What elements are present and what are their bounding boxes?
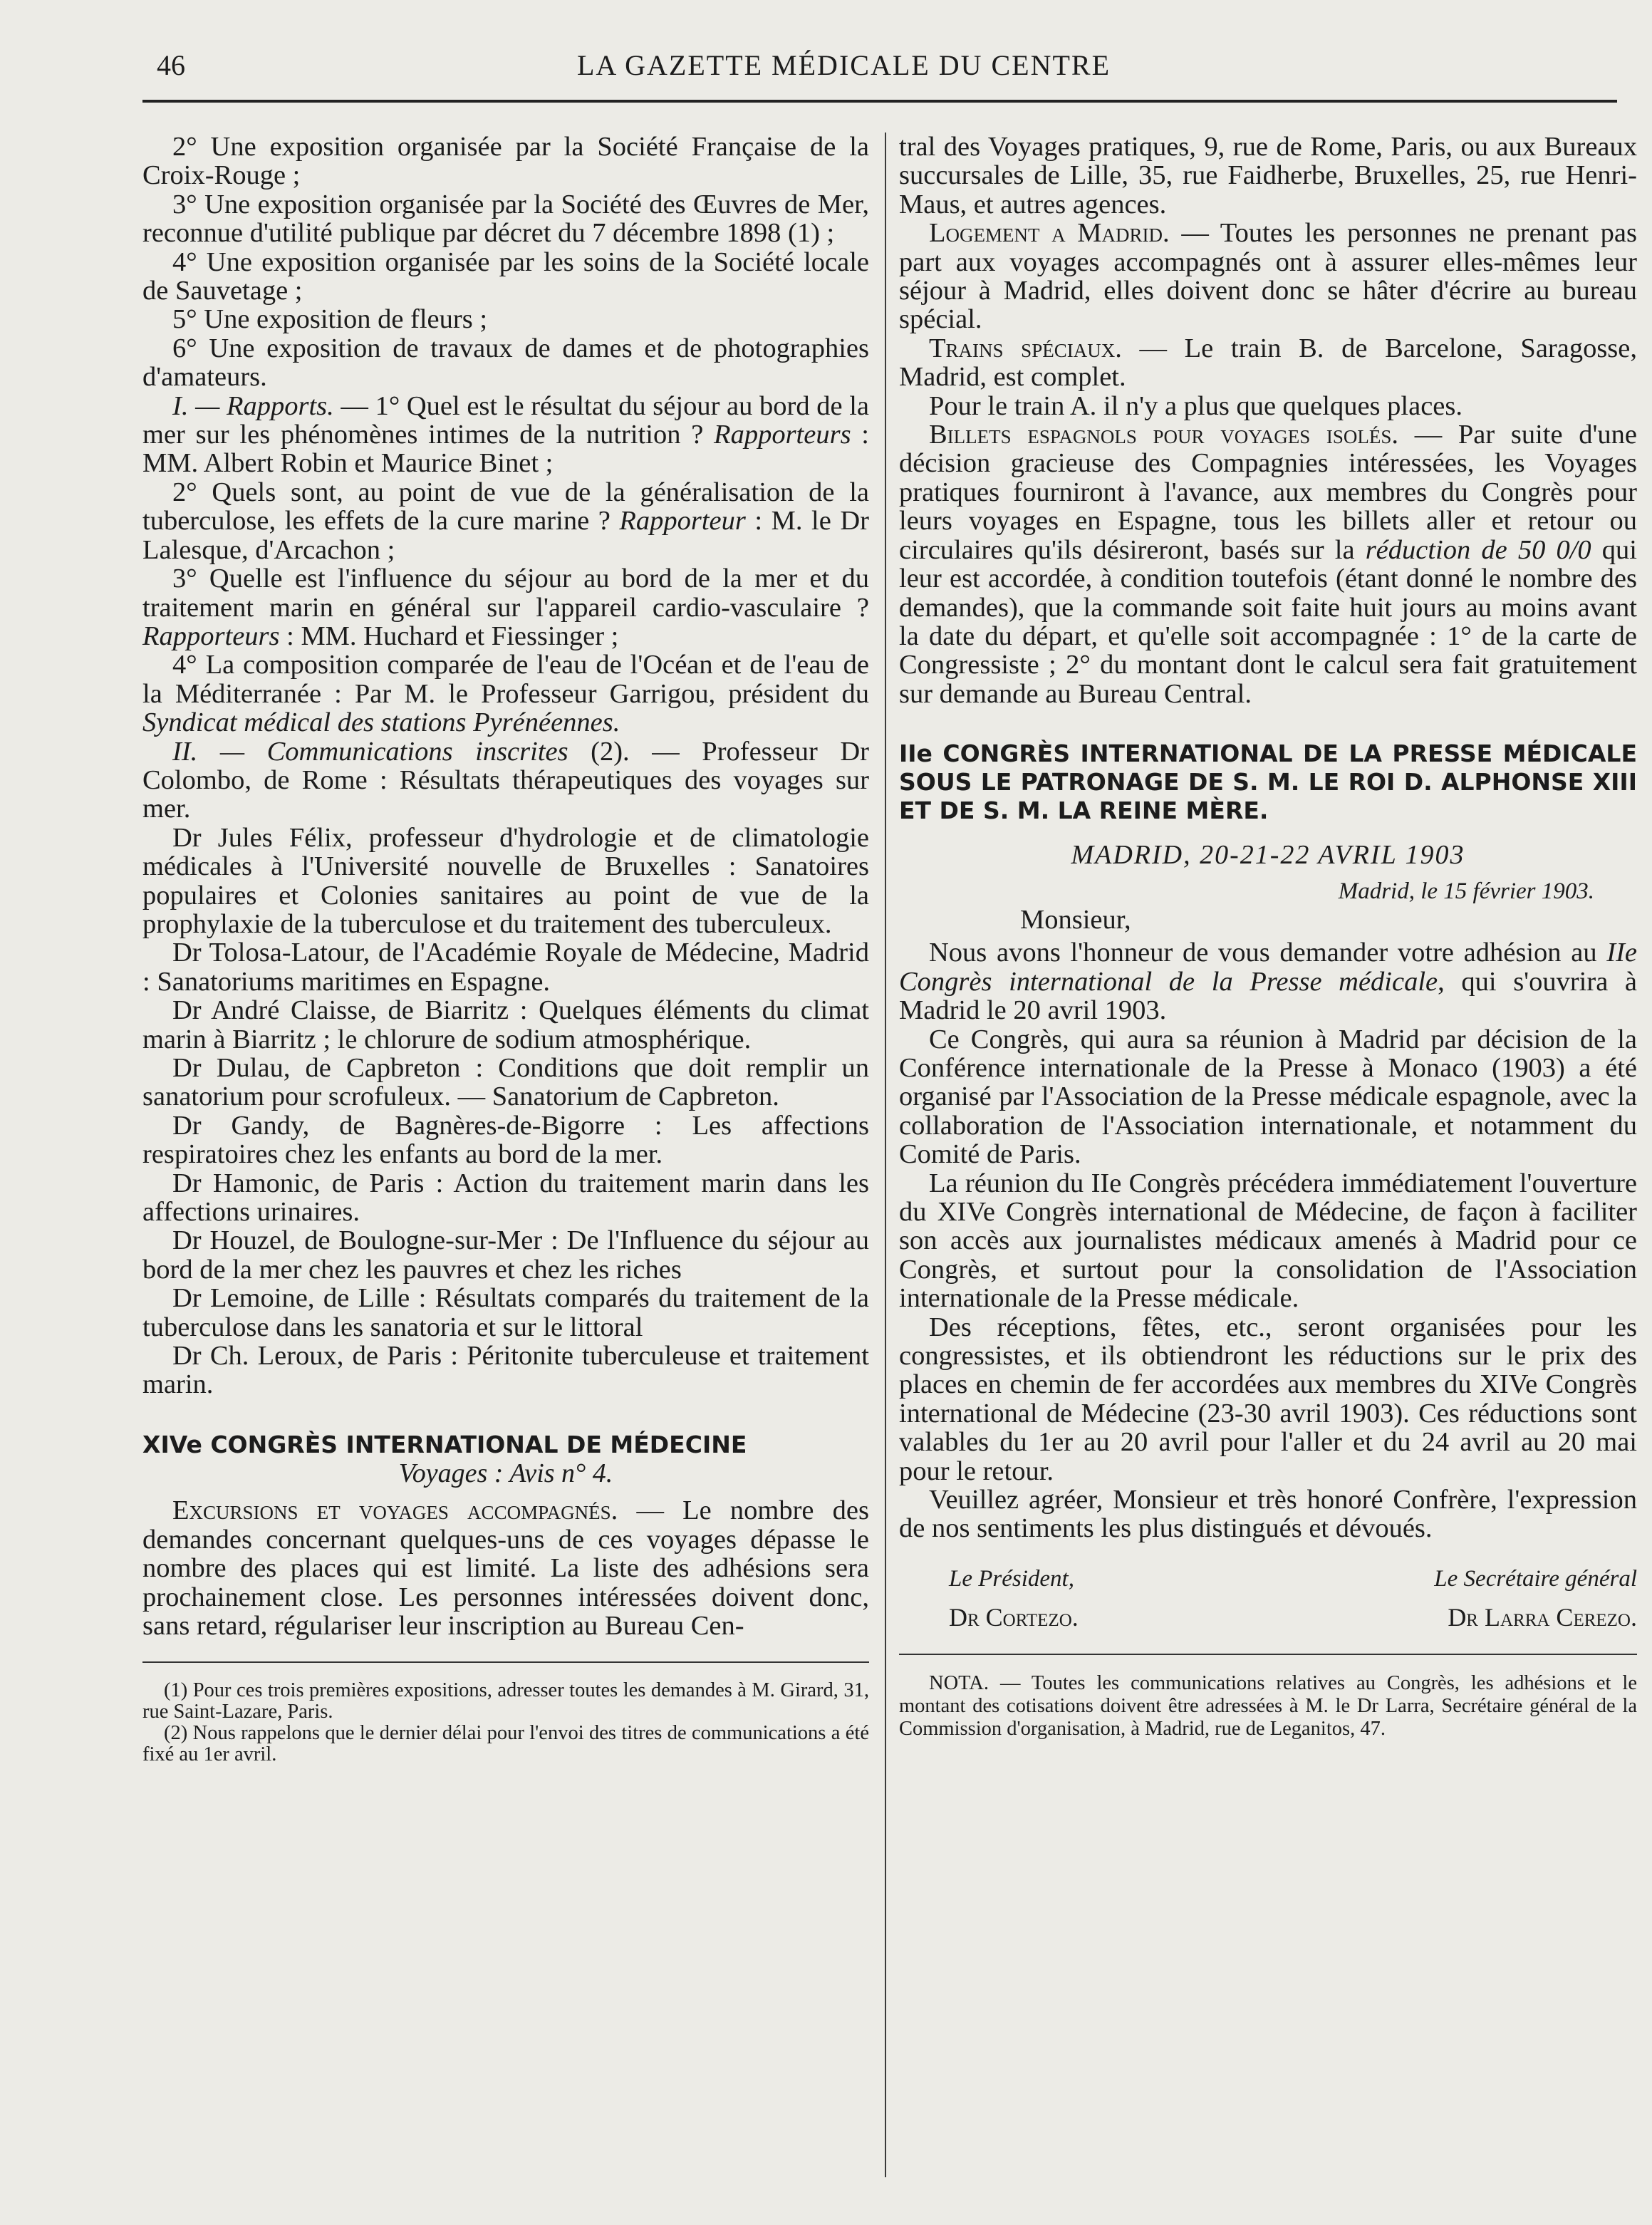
right-column xyxy=(899,133,1637,1741)
paragraph: Dr Houzel, de Boulogne-sur-Mer : De l'Influence du séjour au bord de la mer chez les pauvres et chez les riches xyxy=(142,1225,869,1285)
left-column xyxy=(142,133,869,1765)
page-header xyxy=(157,48,1617,94)
paragraph-text: — Le nombre des demandes concernant quelques-uns de ces voyages dépasse le nombre des places qui est limité. La liste des adhésions sera prochainement close. Les personnes intéressées doivent donc, sans retard, régulariser leur inscription au Bureau Cen- xyxy=(142,1495,869,1641)
paragraph: 6° Une exposition de travaux de dames et de photographies d'amateurs. xyxy=(142,333,869,393)
rapporteurs-label: Rapporteurs xyxy=(714,420,851,450)
paragraph-text: qui leur est accordée, à condition toutefois (étant donné le nombre des demandes), que la commande soit faite huit jours au moins avant la date du départ, et qu'elle soit accompagnée : 1° de la carte de Congressiste ; 2° du montant dont le calcul sera fait gratuitement sur demande au Bureau Central. xyxy=(899,534,1637,709)
paragraph-text: : M. le Dr Lalesque, d'Arcachon ; xyxy=(142,506,869,565)
paragraph xyxy=(142,564,869,650)
letter-date: Madrid, le 15 février 1903. xyxy=(1338,878,1594,904)
paragraph-text: — Par suite d'une décision gracieuse des Compagnies intéressées, les Voyages pratiques fourniront à l'avance, aux membres du Congrès pour leurs voyages en Espagne, tous les billets aller et retour ou circulaires qu'ils désireront, basés sur la xyxy=(899,420,1637,565)
paragraph xyxy=(899,420,1637,708)
footnote: (2) Nous rappelons que le dernier délai pour l'envoi des titres de communications a été fixé au 1er avril. xyxy=(142,1722,869,1766)
paragraph: La réunion du IIe Congrès précédera immédiatement l'ouverture du XIVe Congrès international de Médecine, de façon à faciliter son accès aux journalistes médicaux amenés à Madrid pour ce Congrès, et surtout pour la consolidation de l'Association internationale de la Presse médicale. xyxy=(899,1168,1637,1314)
paragraph: Ce Congrès, qui aura sa réunion à Madrid par décision de la Conférence internationale de la Presse à Monaco (1903) a été organisé par l'Association de la Presse médicale espagnole, avec la collaboration de l'Association internationale, et notamment du Comité de Paris. xyxy=(899,1024,1637,1170)
header-rule xyxy=(142,100,1617,103)
paragraph: Dr Ch. Leroux, de Paris : Péritonite tuberculeuse et traitement marin. xyxy=(142,1341,869,1400)
paragraph xyxy=(142,392,869,478)
paragraph: tral des Voyages pratiques, 9, rue de Rome, Paris, ou aux Bureaux succursales de Lille, 35, rue Faidherbe, Bruxelles, 25, rue Henri-Maus, et autres agences. xyxy=(899,132,1637,219)
paragraph xyxy=(142,737,869,824)
paragraph-text: Nous avons l'honneur de vous demander votre adhésion au xyxy=(929,938,1607,968)
excursions-label: Excursions et voyages accompagnés. xyxy=(172,1495,618,1526)
paragraph: Dr Dulau, de Capbreton : Conditions que doit remplir un sanatorium pour scrofuleux. — Sanatorium de Capbreton. xyxy=(142,1053,869,1112)
congress-name: IIe Congrès international de la Presse médicale xyxy=(899,938,1637,997)
section-title: XIVe CONGRÈS INTERNATIONAL DE MÉDECINE xyxy=(142,1430,747,1458)
footnote-rule xyxy=(142,1661,869,1663)
paragraph: Dr Tolosa-Latour, de l'Académie Royale de Médecine, Madrid : Sanatoriums maritimes en Espagne. xyxy=(142,938,869,997)
secretary-title: Le Secrétaire général xyxy=(1434,1565,1637,1592)
signature-titles xyxy=(899,1565,1637,1593)
paragraph xyxy=(142,1496,869,1640)
page-number: 46 xyxy=(157,49,185,81)
paragraph-text: — Toutes les personnes ne prenant pas part aux voyages accompagnés ont à assurer elles-mêmes leur séjour à Madrid, elles doivent donc se hâter d'écrire au bureau spécial. xyxy=(899,218,1637,335)
secretary-name: Dr Larra Cerezo. xyxy=(1448,1603,1637,1632)
paragraph-text: 3° Quelle est l'influence du séjour au bord de la mer et du traitement marin en général sur l'appareil cardio-vasculaire ? xyxy=(142,564,869,623)
paragraph: 2° Une exposition organisée par la Société Française de la Croix-Rouge ; xyxy=(142,132,869,191)
running-title: LA GAZETTE MÉDICALE DU CENTRE xyxy=(577,49,1111,81)
paragraph: Pour le train A. il n'y a plus que quelques places. xyxy=(929,390,1463,421)
paragraph-text: — Le train B. de Barcelone, Saragosse, Madrid, est complet. xyxy=(899,333,1637,393)
paragraph xyxy=(899,938,1637,1025)
rapporteurs-label: Rapporteurs xyxy=(142,621,280,651)
paragraph: Dr Jules Félix, professeur d'hydrologie et de climatologie médicales à l'Université nouvelle de Bruxelles : Sanatoires populaires et Colonies sanitaires au point de vue de la prophylaxie de la tuberculose et du traitement des tuberculeux. xyxy=(142,822,869,939)
rapports-label: I. — Rapports. xyxy=(172,390,334,421)
footnotes xyxy=(142,1680,869,1765)
paragraph-text: , qui s'ouvrira à Madrid le 20 avril 1903. xyxy=(899,966,1637,1026)
paragraph: 4° Une exposition organisée par les soins de la Société locale de Sauvetage ; xyxy=(142,247,869,306)
paragraph: Veuillez agréer, Monsieur et très honoré Confrère, l'expression de nos sentiments les plus distingués et dévoués. xyxy=(899,1485,1637,1544)
paragraph: Dr Hamonic, de Paris : Action du traitement marin dans les affections urinaires. xyxy=(142,1168,869,1228)
paragraph: Dr André Claisse, de Biarritz : Quelques éléments du climat marin à Biarritz ; le chlorure de sodium atmosphérique. xyxy=(142,995,869,1054)
paragraph xyxy=(899,219,1637,334)
nota-rule xyxy=(899,1654,1637,1655)
paragraph-text: (2). — Professeur Dr Colombo, de Rome : Résultats thérapeutiques des voyages sur mer. xyxy=(142,736,869,824)
paragraph: Des réceptions, fêtes, etc., seront organisées pour les congressistes, et ils obtiendront les réductions sur le prix des places en chemin de fer accordées aux membres du XIVe Congrès international de Médecine (23-30 avril 1903). Ces réductions sont valables du 1er au 20 avril pour l'aller et du 24 avril au 20 mai pour le retour. xyxy=(899,1312,1637,1486)
billets-label: Billets espagnols pour voyages isolés. xyxy=(929,420,1399,450)
section-subtitle: Voyages : Avis n° 4. xyxy=(398,1458,613,1488)
paragraph-text: : MM. Albert Robin et Maurice Binet ; xyxy=(142,420,869,479)
footnote: (1) Pour ces trois premières expositions, adresser toutes les demandes à M. Girard, 31, rue Saint-Lazare, Paris. xyxy=(142,1679,869,1723)
paragraph: Dr Lemoine, de Lille : Résultats comparés du traitement de la tuberculose dans les sanatoria et sur le littoral xyxy=(142,1283,869,1342)
paragraph xyxy=(142,650,869,737)
paragraph-text: : MM. Huchard et Fiessinger ; xyxy=(279,621,619,651)
trains-label: Trains spéciaux. xyxy=(929,333,1122,363)
salutation: Monsieur, xyxy=(1020,904,1131,935)
reduction-text: réduction de 50 0/0 xyxy=(1365,534,1591,565)
president-title: Le Président, xyxy=(949,1565,1074,1592)
paragraph-text: 2° Quels sont, au point de vue de la généralisation de la tuberculose, les effets de la cure marine ? xyxy=(142,477,869,536)
nota-note: NOTA. — Toutes les communications relatives au Congrès, les adhésions et le montant des cotisations doivent être adressées à M. le Dr Larra, Secrétaire général de la Commission d'organisation, à Madrid, rue de Leganitos, 47. xyxy=(899,1671,1637,1740)
paragraph-text: — 1° Quel est le résultat du séjour au bord de la mer sur les phénomènes intimes de la nutrition ? xyxy=(142,390,869,450)
rapporteur-label: Rapporteur xyxy=(619,506,746,536)
paragraph-text: 4° La composition comparée de l'eau de l'Océan et de l'eau de la Méditerranée : Par M. le Professeur Garrigou, président du xyxy=(142,650,869,709)
logement-label: Logement a Madrid. xyxy=(929,218,1170,249)
madrid-dateline: MADRID, 20-21-22 AVRIL 1903 xyxy=(1071,840,1465,871)
paragraph: 3° Une exposition organisée par la Société des Œuvres de Mer, reconnue d'utilité publique par décret du 7 décembre 1898 (1) ; xyxy=(142,189,869,249)
paragraph xyxy=(142,478,869,564)
paragraph: Dr Gandy, de Bagnères-de-Bigorre : Les affections respiratoires chez les enfants au bord de la mer. xyxy=(142,1110,869,1170)
section-title: IIe CONGRÈS INTERNATIONAL DE LA PRESSE MÉDICALE SOUS LE PATRONAGE DE S. M. LE ROI D. ALPHONSE XIII ET DE S. M. LA REINE MÈRE. xyxy=(899,740,1637,825)
communications-label: II. — Communications inscrites xyxy=(172,736,568,767)
syndicate-name: Syndicat médical des stations Pyrénéennes. xyxy=(142,707,620,738)
paragraph: 5° Une exposition de fleurs ; xyxy=(172,304,488,335)
paragraph xyxy=(899,334,1637,392)
signature-names xyxy=(899,1603,1637,1632)
president-name: Dr Cortezo. xyxy=(949,1603,1079,1632)
column-divider xyxy=(885,133,886,2177)
